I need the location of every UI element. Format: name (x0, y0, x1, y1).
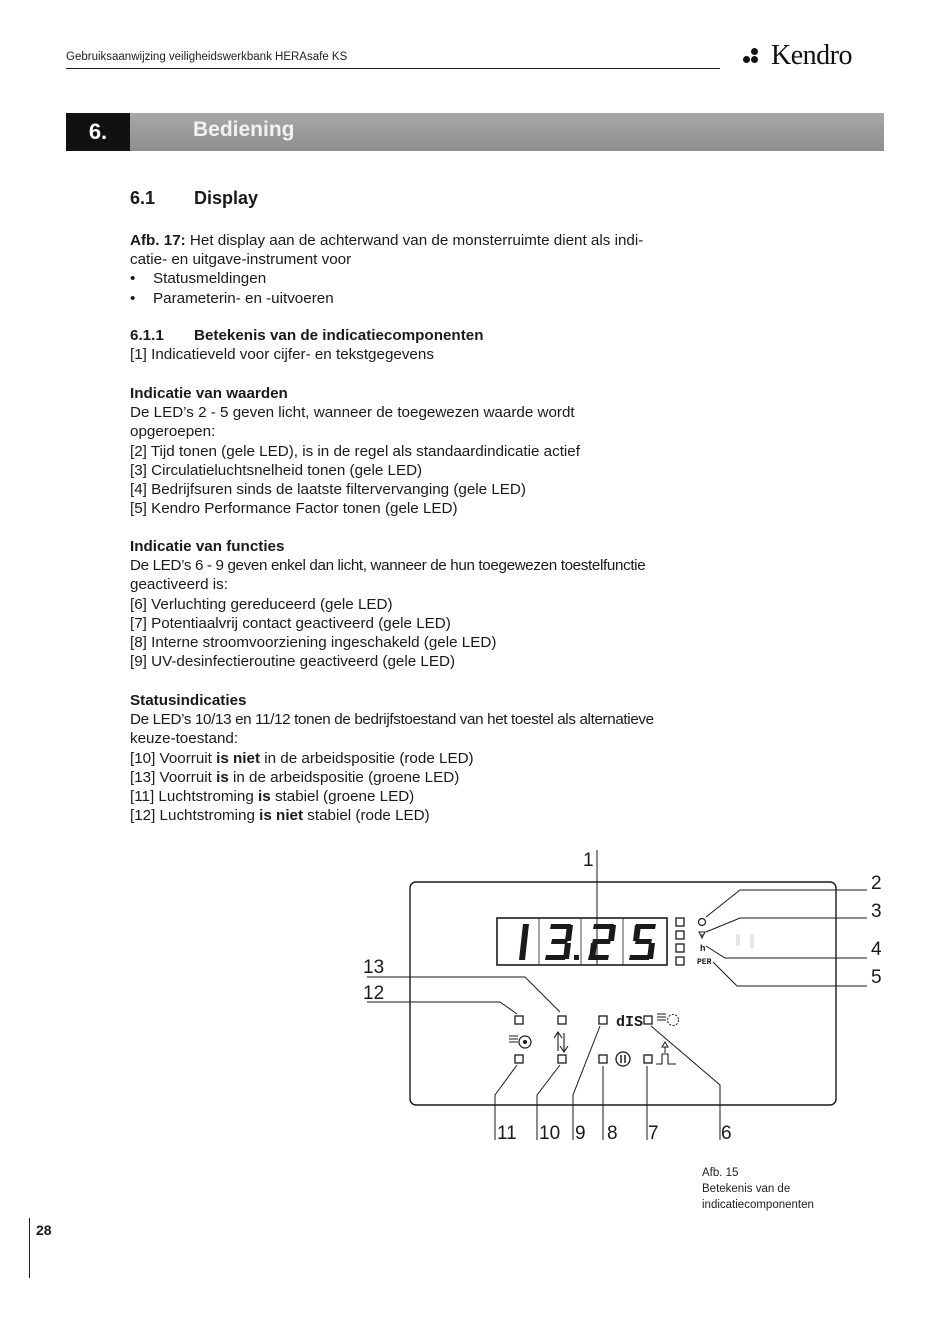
seven-segment-digits (519, 924, 656, 960)
status-line-pre: [12] Luchtstroming (130, 807, 260, 825)
functions-intro-1: De LED’s 6 - 9 geven enkel dan licht, wanneer de hun toegewezen toestelfunctie (130, 557, 646, 575)
functions-block (130, 537, 730, 671)
callout-8: 8 (607, 1123, 618, 1144)
page-number-rule (29, 1218, 30, 1278)
status-line-pre: [10] Voorruit (130, 749, 217, 767)
status-line-post: in de arbeidspositie (rode LED) (260, 749, 474, 767)
values-heading: Indicatie van waarden (130, 385, 288, 402)
leader-6 (651, 1026, 720, 1140)
status-line (130, 768, 730, 787)
functions-item: [9] UV-desinfectieroutine geactiveerd (gele LED) (130, 653, 456, 671)
led-12 (515, 1016, 523, 1024)
intro-bullet: • Statusmeldingen (130, 269, 710, 288)
digit-segment (633, 925, 641, 941)
clock-icon (699, 919, 706, 926)
led-11 (515, 1055, 523, 1063)
subsection-block (130, 326, 710, 364)
status-intro-2: keuze-toestand: (130, 730, 239, 748)
callout-11: 11 (497, 1123, 517, 1144)
functions-item: [8] Interne stroomvoorziening ingeschakeld (gele LED) (130, 634, 497, 652)
values-item: [3] Circulatieluchtsnelheid tonen (gele LED) (130, 461, 423, 479)
callout-5: 5 (871, 967, 882, 988)
status-block (130, 691, 730, 825)
callout-10: 10 (539, 1123, 561, 1144)
led-10 (558, 1055, 566, 1063)
callout-6: 6 (721, 1123, 732, 1144)
intro-block (130, 231, 710, 308)
status-line-pre: [13] Voorruit (130, 768, 217, 786)
figure-label: Afb. 15 (702, 1167, 739, 1179)
window-position-icon (554, 1032, 568, 1052)
callout-2: 2 (871, 873, 882, 894)
status-line-bold: is niet (216, 749, 261, 767)
functions-item: [6] Verluchting gereduceerd (gele LED) (130, 595, 393, 613)
intro-paragraph (130, 231, 710, 250)
status-intro-1: De LED’s 10/13 en 11/12 tonen de bedrijfstoestand van het toestel als alternatieve (130, 711, 654, 729)
callout-1: 1 (583, 850, 594, 871)
leader-lines (367, 850, 867, 1140)
led-6 (644, 1016, 652, 1024)
leader-4 (706, 946, 867, 958)
values-intro-2: opgeroepen: (130, 423, 216, 441)
intro-bullet: • Parameterin- en -uitvoeren (130, 289, 710, 308)
power-supply-icon (616, 1052, 630, 1066)
intro-text-1: Het display aan de achterwand van de monsterruimte dient als indi- (185, 232, 644, 249)
section-number: 6.1 (130, 188, 156, 208)
subsection-line: [1] Indicatieveld voor cijfer- en tekstgegevens (130, 346, 434, 364)
leader-2 (706, 890, 867, 917)
document-header-title: Gebruiksaanwijzing veiligheidswerkbank HERAsafe KS (66, 51, 348, 63)
figure-caption-line: Betekenis van de (702, 1183, 791, 1195)
status-line-post: stabiel (groene LED) (270, 788, 415, 806)
status-line-post: in de arbeidspositie (groene LED) (228, 768, 460, 786)
led-9 (599, 1016, 607, 1024)
fan-icon (509, 1036, 531, 1048)
airflow-speed-icon (699, 932, 705, 938)
digit-segment (629, 955, 650, 960)
figure-caption (702, 1165, 814, 1213)
led-7 (644, 1055, 652, 1063)
status-line-bold: is (258, 788, 271, 806)
display-panel (410, 882, 836, 1105)
digit-segment (588, 955, 609, 960)
intro-label: Afb. 17: (130, 232, 186, 249)
status-heading: Statusindicaties (130, 692, 247, 709)
led-4 (676, 944, 684, 952)
logo-text: Kendro (771, 40, 852, 71)
subsection-heading (130, 326, 710, 345)
ghost-mark (750, 934, 754, 948)
display-diagram (355, 840, 900, 1150)
reduced-airflow-icon (657, 1014, 679, 1026)
hours-icon: h (700, 943, 706, 953)
section-title: Display (194, 188, 259, 208)
led-8 (599, 1055, 607, 1063)
values-item: [4] Bedrijfsuren sinds de laatste filtervervanging (gele LED) (130, 481, 526, 499)
functions-heading: Indicatie van functies (130, 538, 285, 555)
subsection-number: 6.1.1 (130, 327, 164, 344)
status-line-pre: [11] Luchtstroming (130, 788, 259, 806)
led-5 (676, 957, 684, 965)
status-line-bold: is (216, 768, 229, 786)
callout-3: 3 (871, 901, 882, 922)
led-2 (676, 918, 684, 926)
callout-9: 9 (575, 1123, 586, 1144)
led-3 (676, 931, 684, 939)
leader-12 (367, 1002, 517, 1014)
logo-dots-icon (743, 45, 769, 67)
values-item: [5] Kendro Performance Factor tonen (gele LED) (130, 500, 458, 518)
digit-segment (519, 924, 529, 960)
leader-5 (713, 962, 867, 986)
digit-segment (545, 955, 566, 960)
subsection-title: Betekenis van de indicatiecomponenten (194, 327, 484, 344)
header-rule (66, 68, 720, 69)
kendro-logo (743, 40, 852, 72)
functions-item: [7] Potentiaalvrij contact geactiveerd (gele LED) (130, 614, 451, 632)
callout-4: 4 (871, 939, 882, 960)
values-item: [2] Tijd tonen (gele LED), is in de regel als standaardindicatie actief (130, 442, 580, 460)
intro-text-2: catie- en uitgave-instrument voor (130, 251, 352, 269)
status-line (130, 787, 730, 806)
leader-13 (367, 977, 560, 1012)
values-block (130, 384, 710, 518)
status-line (130, 749, 730, 768)
status-line (130, 806, 730, 825)
leader-3 (706, 918, 867, 932)
callout-12: 12 (363, 983, 385, 1004)
figure-caption-line: indicatiecomponenten (702, 1199, 814, 1211)
led-13 (558, 1016, 566, 1024)
values-intro-1: De LED’s 2 - 5 geven licht, wanneer de toegewezen waarde wordt (130, 404, 575, 422)
callout-7: 7 (648, 1123, 659, 1144)
chapter-number: 6. (66, 113, 130, 151)
per-label: PER (697, 958, 712, 967)
callout-13: 13 (363, 957, 385, 978)
page-number: 28 (36, 1222, 52, 1238)
status-line-post: stabiel (rode LED) (303, 807, 430, 825)
decimal-point (574, 955, 579, 960)
dis-label: dIS (616, 1014, 644, 1031)
ghost-mark (736, 934, 740, 946)
chapter-title: Bediening (193, 118, 295, 141)
status-line-bold: is niet (259, 807, 304, 825)
functions-intro-2: geactiveerd is: (130, 576, 228, 594)
